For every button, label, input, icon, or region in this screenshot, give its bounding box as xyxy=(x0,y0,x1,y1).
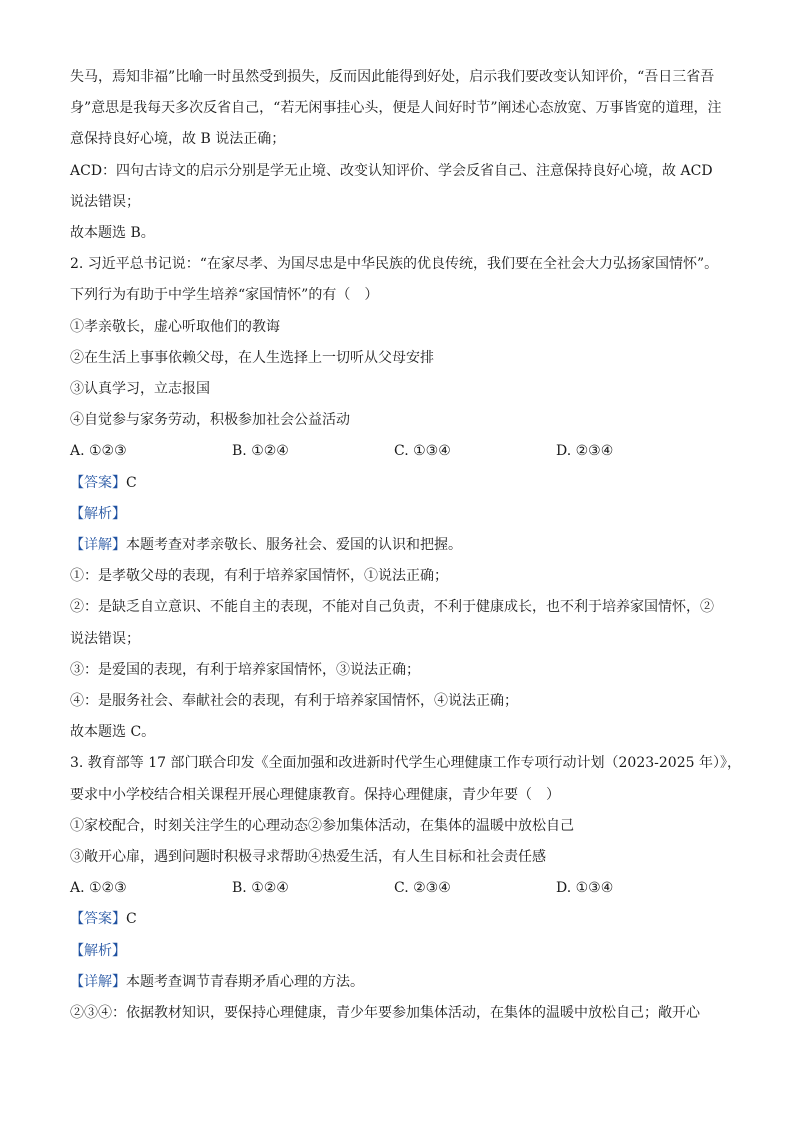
question-stem: 要求中小学校结合相关课程开展心理健康教育。保持心理健康，青少年要（ ） xyxy=(70,786,560,803)
text-line: 故本题选 B。 xyxy=(70,225,155,242)
answer-value: C xyxy=(126,911,137,928)
detail-tag: 【详解】 xyxy=(70,537,126,554)
option-c: C. ①③④ xyxy=(394,443,451,460)
statement: ③认真学习，立志报国 xyxy=(70,381,210,398)
answer-options xyxy=(70,436,726,467)
explanation-line: 故本题选 C。 xyxy=(70,724,156,741)
text-line: 说法错误； xyxy=(70,193,140,210)
option-a: A. ①②③ xyxy=(70,443,127,460)
analysis-line xyxy=(70,499,726,530)
text-line: 失马，焉知非福”比喻一时虽然受到损失，反而因此能得到好处，启示我们要改变认知评价，“吾日三省吾 xyxy=(70,69,715,85)
detail-line xyxy=(70,967,726,998)
question-stem: 2. 习近平总书记说：“在家尽孝、为国尽忠是中华民族的优良传统，我们要在全社会大力弘扬家国情怀”。 xyxy=(70,256,719,273)
detail-text: 本题考查调节青春期矛盾心理的方法。 xyxy=(126,973,364,990)
statement: ①孝亲敬长，虚心听取他们的教诲 xyxy=(70,318,280,335)
text-line: ACD：四句古诗文的启示分别是学无止境、改变认知评价、学会反省自己、注意保持良好心境，故 ACD xyxy=(70,162,713,179)
answer-options xyxy=(70,873,726,904)
option-a: A. ①②③ xyxy=(70,880,127,897)
answer-tag: 【答案】 xyxy=(70,474,126,491)
answer-line xyxy=(70,904,726,935)
option-b: B. ①②④ xyxy=(232,880,289,897)
answer-tag: 【答案】 xyxy=(70,911,126,928)
text-line: 身”意思是我每天多次反省自己，“若无闲事挂心头，便是人间好时节”阐述心态放宽、万事皆宽的道理，注 xyxy=(70,100,722,117)
question-stem: 3. 教育部等 17 部门联合印发《全面加强和改进新时代学生心理健康工作专项行动计划（2023-2025 年）》， xyxy=(70,755,741,772)
text-line: 意保持良好心境，故 B 说法正确； xyxy=(70,131,286,148)
statement: ③敞开心扉，遇到问题时积极寻求帮助④热爱生活，有人生目标和社会责任感 xyxy=(70,849,546,866)
intro-explanation xyxy=(70,62,726,249)
statement: ②在生活上事事依赖父母，在人生选择上一切听从父母安排 xyxy=(70,349,434,366)
statement: ④自觉参与家务劳动，积极参加社会公益活动 xyxy=(70,412,350,429)
statement: ①家校配合，时刻关注学生的心理动态②参加集体活动，在集体的温暖中放松自己 xyxy=(70,817,574,834)
explanation-line: 说法错误； xyxy=(70,630,140,647)
option-b: B. ①②④ xyxy=(232,443,289,460)
analysis-tag: 【解析】 xyxy=(70,505,126,522)
document-page xyxy=(70,62,741,1029)
analysis-tag: 【解析】 xyxy=(70,942,126,959)
answer-line xyxy=(70,468,726,499)
explanation-line: ③：是爱国的表现，有利于培养家国情怀，③说法正确； xyxy=(70,661,420,678)
explanation-line: ①：是孝敬父母的表现，有利于培养家国情怀，①说法正确； xyxy=(70,568,448,585)
detail-line xyxy=(70,530,726,561)
option-d: D. ①③④ xyxy=(556,880,614,897)
question-stem: 下列行为有助于中学生培养“家国情怀”的有（ ） xyxy=(70,287,379,304)
detail-text: 本题考查对孝亲敬长、服务社会、爱国的认识和把握。 xyxy=(126,537,462,554)
option-c: C. ②③④ xyxy=(394,880,451,897)
question-3 xyxy=(70,748,741,1029)
analysis-line xyxy=(70,936,726,967)
answer-value: C xyxy=(126,474,137,491)
detail-tag: 【详解】 xyxy=(70,973,126,990)
question-2 xyxy=(70,249,726,748)
explanation-line: ④：是服务社会、奉献社会的表现，有利于培养家国情怀，④说法正确； xyxy=(70,693,518,710)
explanation-line: ②③④：依据教材知识，要保持心理健康，青少年要参加集体活动，在集体的温暖中放松自己；敞开心 xyxy=(70,1005,700,1022)
option-d: D. ②③④ xyxy=(556,443,614,460)
explanation-line: ②：是缺乏自立意识、不能自主的表现，不能对自己负责，不利于健康成长，也不利于培养家国情怀，② xyxy=(70,599,714,616)
